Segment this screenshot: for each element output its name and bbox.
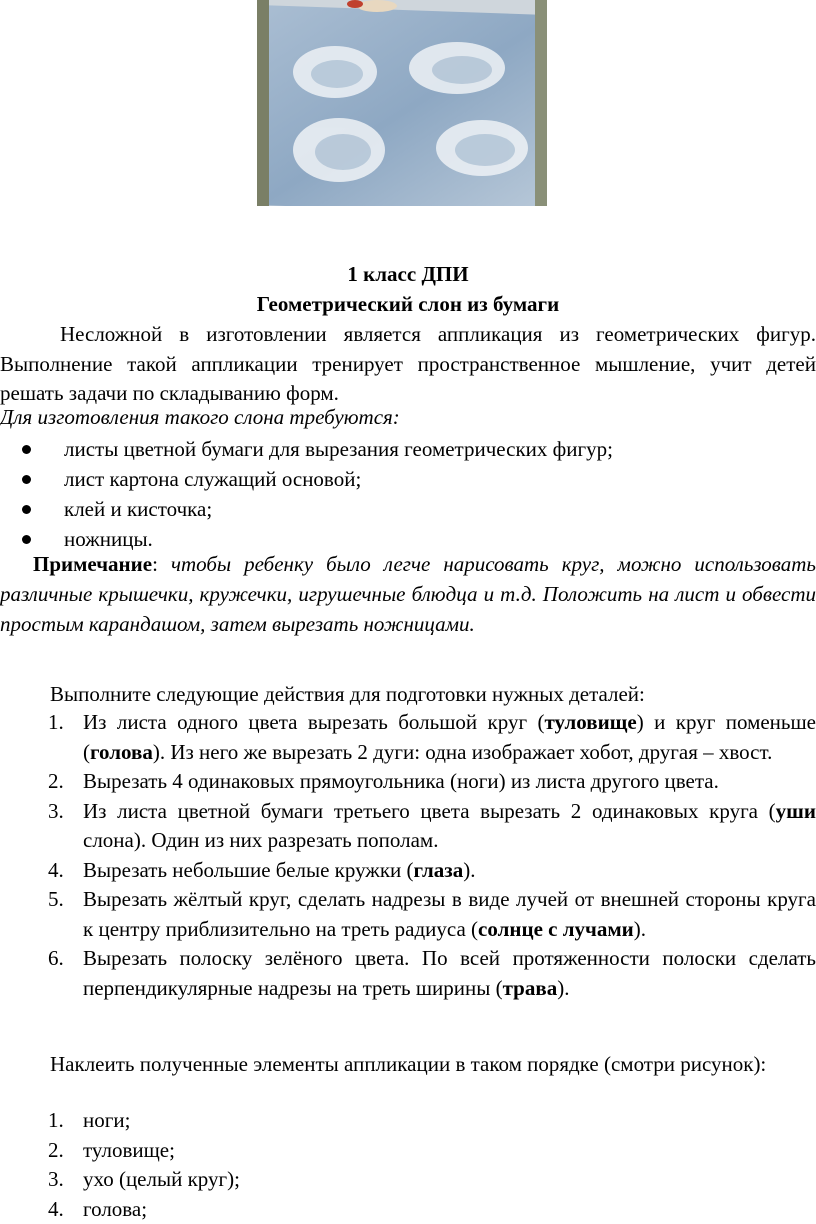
- list-item: 4. Вырезать небольшие белые кружки (глаза).: [0, 856, 816, 886]
- glue-paragraph: Наклеить полученные элементы аппликации в таком порядке (смотри рисунок):: [0, 1049, 816, 1079]
- list-item: 4. голова;: [0, 1195, 816, 1224]
- list-item: ножницы.: [0, 524, 613, 554]
- order-list: [0, 1106, 816, 1224]
- page-title: Геометрический слон из бумаги: [0, 292, 816, 317]
- intro-paragraph: Несложной в изготовлении является аппликация из геометрических фигур. Выполнение такой аппликации тренирует пространственное мышление, учит детей решать задачи по складыванию форм.: [0, 320, 816, 409]
- materials-heading: Для изготовления такого слона требуются:: [0, 405, 400, 430]
- list-item: 6. Вырезать полоску зелёного цвета. По всей протяженности полоски сделать перпендикулярные надрезы на треть ширины (трава).: [0, 944, 816, 1003]
- craft-photo: [257, 0, 547, 206]
- note-label: Примечание: [33, 552, 152, 576]
- list-item: 3. ухо (целый круг);: [0, 1165, 816, 1195]
- bullet-icon: [22, 505, 31, 514]
- list-item: 5. Вырезать жёлтый круг, сделать надрезы в виде лучей от внешней стороны круга к центру приблизительно на треть радиуса (солнце с лучами).: [0, 885, 816, 944]
- craft-photo-icon: [257, 0, 547, 206]
- note-text: чтобы ребенку было легче нарисовать круг, можно использовать различные крышечки, кружечки, игрушечные блюдца и т.д. Положить на лист и обвести простым карандашом, затем вырезать ножницами.: [0, 552, 816, 636]
- page-title-class: 1 класс ДПИ: [0, 262, 816, 287]
- list-item: лист картона служащий основой;: [0, 464, 613, 494]
- note-paragraph: Примечание: чтобы ребенку было легче нарисовать круг, можно использовать различные крышечки, кружечки, игрушечные блюдца и т.д. Положить на лист и обвести простым карандашом, затем вырезать ножницами.: [0, 549, 816, 639]
- materials-list: [0, 434, 613, 554]
- list-item: 2. туловище;: [0, 1136, 816, 1166]
- bullet-icon: [22, 475, 31, 484]
- list-item: 2. Вырезать 4 одинаковых прямоугольника (ноги) из листа другого цвета.: [0, 767, 816, 797]
- bullet-icon: [22, 535, 31, 544]
- list-item: клей и кисточка;: [0, 494, 613, 524]
- list-item: 3. Из листа цветной бумаги третьего цвета вырезать 2 одинаковых круга (уши слона). Один из них разрезать пополам.: [0, 797, 816, 856]
- actions-intro: Выполните следующие действия для подготовки нужных деталей:: [50, 682, 645, 707]
- list-item: листы цветной бумаги для вырезания геометрических фигур;: [0, 434, 613, 464]
- bullet-icon: [22, 445, 31, 454]
- steps-list: [0, 708, 816, 1003]
- list-item: 1. ноги;: [0, 1106, 816, 1136]
- list-item: 1. Из листа одного цвета вырезать большой круг (туловище) и круг поменьше (голова). Из него же вырезать 2 дуги: одна изображает хобот, другая – хвост.: [0, 708, 816, 767]
